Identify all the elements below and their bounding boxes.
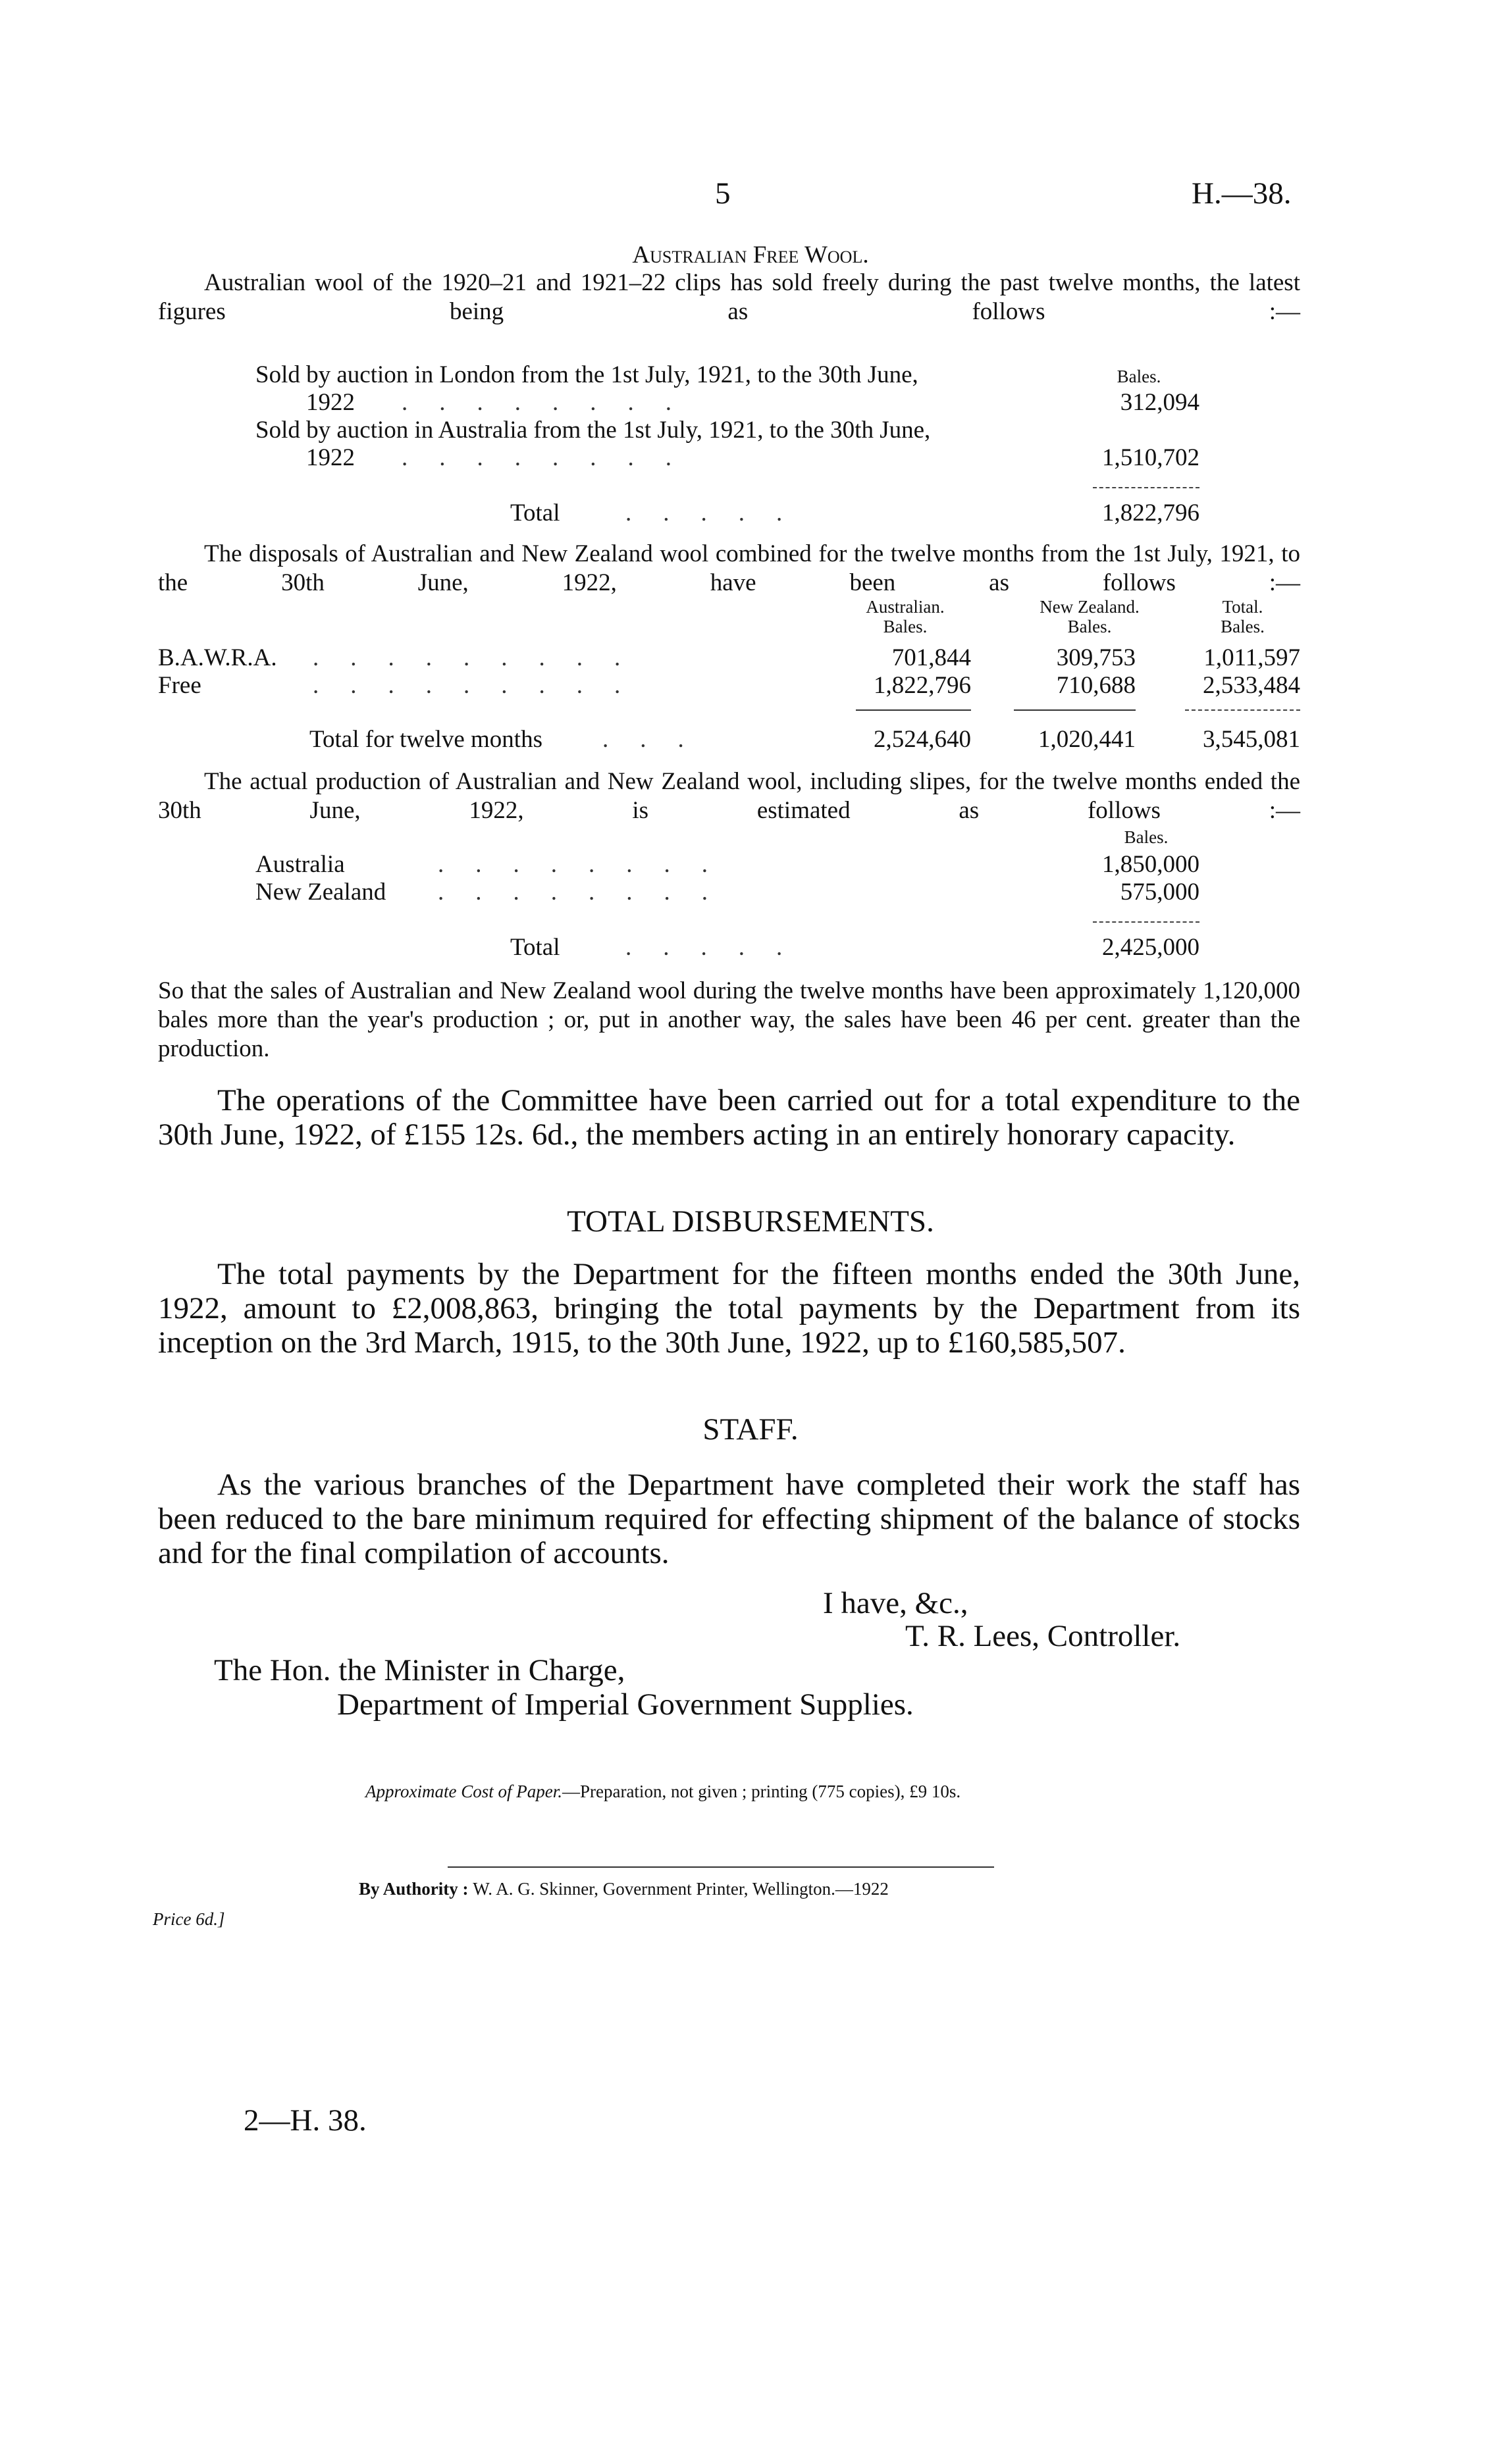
leader-dots: ........ (402, 444, 703, 471)
rule (1014, 709, 1136, 711)
leader-dots: ... (602, 726, 716, 753)
wool-intro: Australian wool of the 1920–21 and 1921–22 clips has sold freely during the past twelve months, the latest figures being as follows :— (158, 269, 1300, 325)
staff-heading: STAFF. (702, 1412, 799, 1447)
production-total-label: Total (510, 934, 560, 961)
rule (1093, 921, 1199, 923)
rule (1185, 709, 1300, 711)
disposals-intro: The disposals of Australian and New Zealand wool combined for the twelve months from the 1st July, 1921, to the 30th June, 1922, have been as follows :— (158, 540, 1300, 596)
price: Price 6d.] (153, 1909, 225, 1929)
wool-conclusion: So that the sales of Australian and New Zealand wool during the twelve months have been approximately 1,120,000 bales more than the year's production ; or, put in another way, the sales have been 46 per cent. greater than the production. (158, 977, 1300, 1062)
leader-dots: ..... (625, 934, 814, 961)
sales-total-label: Total (510, 500, 560, 526)
production-row-value: 1,850,000 (1102, 851, 1199, 878)
leader-dots: ........ (402, 389, 703, 416)
col-header-australian: Australian. (866, 597, 945, 617)
disposals-row-label: Free (158, 672, 201, 699)
disposals-total-label: Total for twelve months (309, 726, 542, 753)
committee-paragraph: The operations of the Committee have been carried out for a total expenditure to the 30th June, 1922, of £155 12s. 6d., the members acting in an entirely honorary capacity. (158, 1083, 1300, 1152)
disposals-row-label: B.A.W.R.A. (158, 644, 277, 671)
production-intro: The actual production of Australian and New Zealand wool, including slipes, for the twelve months ended the 30th June, 1922, is estimated as follows :— (158, 768, 1300, 824)
disposals-total-total: 3,545,081 (1203, 726, 1300, 753)
disbursements-text: The total payments by the Department for the fifteen months ended the 30th June, 1922, amount to £2,008,863, bringing the total payments by the Department from its inception on the 3rd March, 1915, to the 30th June, 1922, up to £160,585,507. (158, 1257, 1300, 1360)
col-header-total: Total. (1222, 597, 1263, 617)
section-title-wool: Australian Free Wool. (632, 242, 869, 269)
cost-text: —Preparation, not given ; printing (775 copies), £9 10s. (562, 1782, 961, 1801)
sales-row-london-label: Sold by auction in London from the 1st July, 1921, to the 30th June, (255, 361, 918, 388)
production-unit-header: Bales. (1124, 827, 1169, 847)
disposals-row-new-zealand: 710,688 (1056, 672, 1136, 699)
disposals-row-australian: 701,844 (891, 644, 971, 671)
production-total-value: 2,425,000 (1102, 934, 1199, 961)
leader-dots: ........ (438, 851, 739, 878)
leader-dots: ........ (438, 879, 739, 906)
disposals-row-australian: 1,822,796 (874, 672, 971, 699)
leader-dots: ..... (625, 500, 814, 526)
cost-label: Approximate Cost of Paper. (365, 1782, 562, 1801)
footer-rule (448, 1866, 994, 1868)
authority-label: By Authority : (359, 1879, 469, 1899)
addressee-line2: Department of Imperial Government Supplies. (337, 1687, 914, 1722)
sales-row-australia-year: 1922 (306, 444, 355, 471)
production-row-value: 575,000 (1120, 879, 1199, 906)
production-row-label: New Zealand (255, 879, 386, 906)
rule (1093, 487, 1199, 488)
leader-dots: ......... (313, 672, 652, 699)
col-unit-new-zealand: Bales. (1067, 617, 1112, 636)
sales-unit-header: Bales. (1117, 367, 1161, 386)
disbursements-heading: TOTAL DISBURSEMENTS. (567, 1204, 934, 1239)
staff-text: As the various branches of the Department have completed their work the staff has been reduced to the bare minimum required for effecting shipment of the balance of stocks and for the final compilation of accounts. (158, 1468, 1300, 1570)
col-header-new-zealand: New Zealand. (1040, 597, 1140, 617)
production-row-label: Australia (255, 851, 345, 878)
sales-row-australia-label: Sold by auction in Australia from the 1st July, 1921, to the 30th June, (255, 417, 931, 444)
col-unit-total: Bales. (1221, 617, 1265, 636)
leader-dots: ......... (313, 644, 652, 671)
sales-total-value: 1,822,796 (1102, 500, 1199, 526)
sales-row-london-value: 312,094 (1120, 389, 1199, 416)
col-unit-australian: Bales. (883, 617, 928, 636)
sales-row-london-year: 1922 (306, 389, 355, 416)
disposals-row-total: 2,533,484 (1203, 672, 1300, 699)
addressee-line1: The Hon. the Minister in Charge, (214, 1653, 625, 1687)
disposals-total-australian: 2,524,640 (874, 726, 971, 753)
disposals-row-total: 1,011,597 (1203, 644, 1300, 671)
authority-text: W. A. G. Skinner, Government Printer, Wellington.—1922 (473, 1879, 889, 1899)
report-code: H.—38. (1192, 176, 1292, 211)
cost-note (365, 1781, 961, 1802)
signatory: T. R. Lees, Controller. (905, 1619, 1181, 1653)
disposals-row-new-zealand: 309,753 (1056, 644, 1136, 671)
signoff-line: I have, &c., (823, 1586, 968, 1620)
authority-line (359, 1878, 889, 1899)
stamp-label: 2—H. 38. (244, 2103, 367, 2138)
page-number: 5 (715, 176, 731, 211)
disposals-total-new-zealand: 1,020,441 (1038, 726, 1136, 753)
sales-row-australia-value: 1,510,702 (1102, 444, 1199, 471)
rule (856, 709, 971, 711)
